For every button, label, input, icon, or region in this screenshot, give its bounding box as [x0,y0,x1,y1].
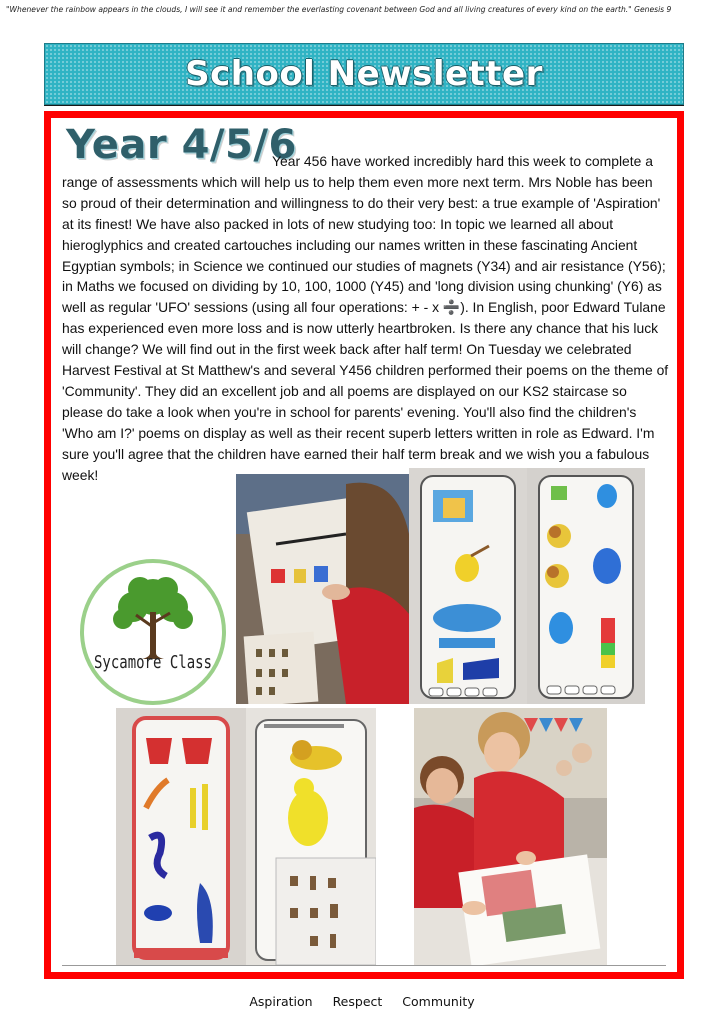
section-body [62,151,670,486]
photo-cartouche-lion-duck [246,708,376,965]
photo-children-working [414,708,607,965]
value-respect: Respect [332,994,383,1009]
photo-cartouche-birds-lions [527,468,645,704]
value-community: Community [402,994,475,1009]
photo-cartouche-red-blue [116,708,246,965]
newsletter-banner [44,43,684,105]
photo-cartouche-bird [409,468,527,704]
tree-icon [78,557,228,707]
footer-divider [62,965,666,966]
section-body-text: Year 456 have worked incredibly hard this week to complete a range of assessments which will help us to help them even more next term. Mrs Noble has been so proud of their determination and willingness to do their very best: a true example of 'Aspiration' at its finest! We have also packed in lots of new studying too: In topic we learned all about hieroglyphics and created cartouches including our names written in these fascinating Ancient Egyptian symbols; in Science we continued our studies of magnets (Y34) and air resistance (Y56); in Maths we focused on dividing by 10, 100, 1000 (Y45) and 'long division using chunking' (Y6) as well as regular 'UFO' sessions (using all four operations: + - x ➗). In English, poor Edward Tulane has experienced even more loss and is now utterly heartbroken. Is there any chance that his luck will change? We will find out in the first week back after half term! On Tuesday we celebrated Harvest Festival at St Matthew's and several Y456 children performed their poems on the theme of 'Community'. They did an excellent job and all poems are displayed on our KS2 staircase so please do take a look when you're in school for parents' evening. You'll also find the children's 'Who am I?' poems on display as well as their recent superb letters written in role as Edward. I'm sure you'll agree that the children have earned their half term break and we wish you a fabulous week! [62,153,669,483]
photo-child-drawing-hieroglyphs [236,474,409,704]
school-values [0,994,724,1009]
banner-title: School Newsletter [185,54,543,94]
scripture-quote: "Whenever the rainbow appears in the clouds, I will see it and remember the everlasting covenant between God and all living creatures of every kind on the earth." Genesis 9 [6,5,672,14]
value-aspiration: Aspiration [249,994,313,1009]
section-heading: Year 4/5/6 [66,122,297,168]
sycamore-class-logo [78,557,228,707]
logo-text: Sycamore Class [93,653,212,673]
